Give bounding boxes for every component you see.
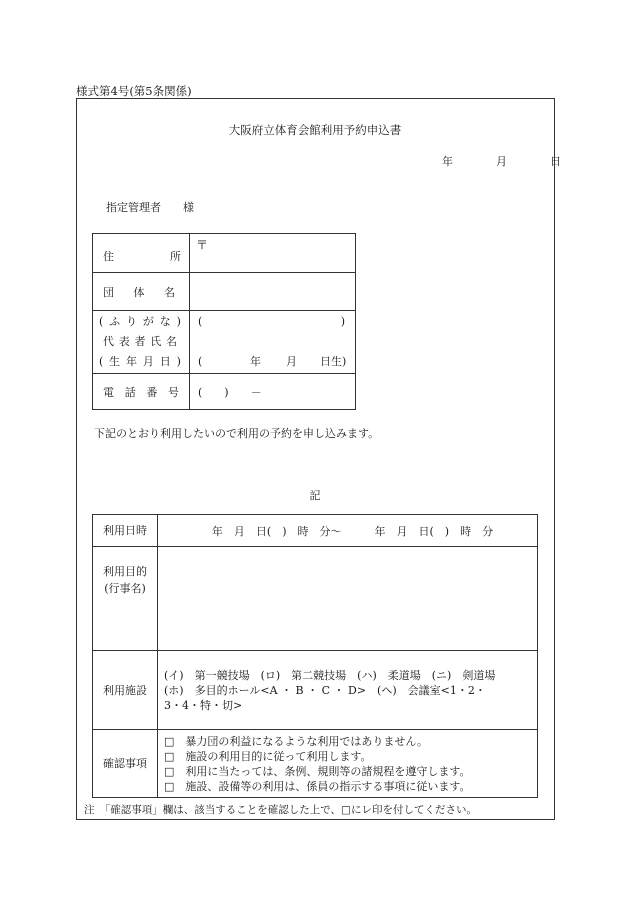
phone-field[interactable]: ( ) － <box>190 374 356 410</box>
postal-mark: 〒 <box>196 238 209 252</box>
representative-label: ( ふ り が な ) 代 表 者 氏 名 ( 生 年 月 日 ) <box>93 311 190 374</box>
group-name-field[interactable] <box>190 273 356 311</box>
address-label: 住 所 <box>93 234 190 273</box>
applicant-table <box>92 233 356 410</box>
confirm-label: 確認事項 <box>93 730 158 798</box>
addressee: 指定管理者 様 <box>106 201 194 214</box>
facility-line: 3・4・特・切> <box>164 698 243 712</box>
facility-label: 利用施設 <box>93 651 158 730</box>
form-number: 様式第4号(第5条関係) <box>76 84 192 98</box>
date-month: 月 <box>496 155 507 168</box>
address-field[interactable] <box>190 234 356 273</box>
intro-text: 下記のとおり利用したいので利用の予約を申し込みます。 <box>94 427 380 440</box>
purpose-field[interactable] <box>158 547 538 651</box>
application-date <box>442 153 561 169</box>
facility-field[interactable] <box>158 651 538 730</box>
date-day: 日 <box>550 155 561 168</box>
usage-date-label: 利用日時 <box>93 515 158 547</box>
confirm-checkbox-item[interactable]: □ 暴力団の利益になるような利用ではありません。 <box>164 734 429 748</box>
confirm-field <box>158 730 538 798</box>
document-title: 大阪府立体育会館利用予約申込書 <box>228 123 402 137</box>
ki-heading: 記 <box>309 489 321 502</box>
date-year: 年 <box>442 155 453 168</box>
phone-label: 電 話 番 号 <box>93 374 190 410</box>
confirm-checkbox-item[interactable]: □ 利用に当たっては、条例、規則等の諸規程を遵守します。 <box>164 764 471 778</box>
facility-line: (ホ) 多目的ホール<A ・ B ・ C ・ D> (ヘ) 会議室<1・2・ <box>164 683 486 697</box>
confirm-checkbox-item[interactable]: □ 施設の利用目的に従って利用します。 <box>164 749 372 763</box>
footnote: 注 「確認事項」欄は、該当することを確認した上で、□にレ印を付してください。 <box>84 804 477 816</box>
usage-table <box>92 514 538 798</box>
group-name-label: 団 体 名 <box>93 273 190 311</box>
confirm-checkbox-item[interactable]: □ 施設、設備等の利用は、係員の指示する事項に従います。 <box>164 779 471 793</box>
representative-field[interactable]: ( ) ( 年 月 日生) <box>190 311 356 374</box>
purpose-label: 利用目的 (行事名) <box>93 547 158 651</box>
facility-line: (イ) 第一競技場 (ロ) 第二競技場 (ハ) 柔道場 (ニ) 剣道場 <box>164 668 496 682</box>
usage-date-field[interactable]: 年 月 日( ) 時 分～ 年 月 日( ) 時 分 <box>158 515 538 547</box>
